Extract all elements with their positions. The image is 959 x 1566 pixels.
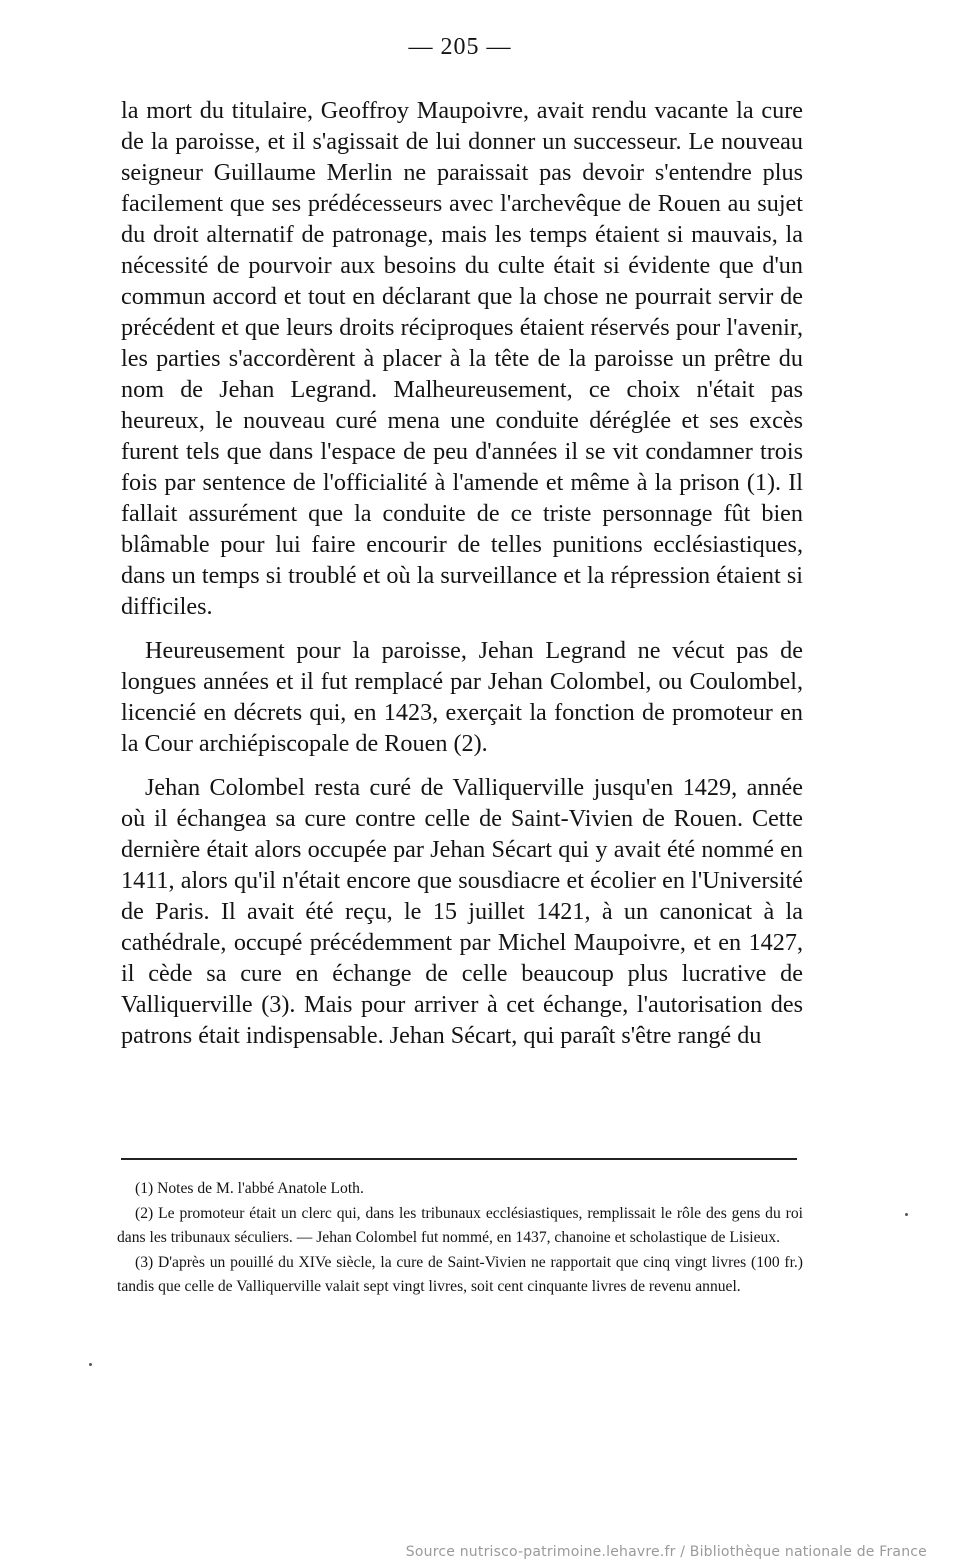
footnote-3: (3) D'après un pouillé du XIVe siècle, la cure de Saint-Vivien ne rapportait que cinq vingt livres (100 fr.) tandis que celle de Valliquerville valait sept vingt livres, soit cent cinquante livres de revenu annuel. bbox=[117, 1254, 803, 1295]
footnote-separator bbox=[121, 1158, 797, 1160]
source-attribution: Source nutrisco-patrimoine.lehavre.fr / Bibliothèque nationale de France bbox=[405, 1544, 927, 1560]
paragraph-2: Heureusement pour la paroisse, Jehan Legrand ne vécut pas de longues années et il fut remplacé par Jehan Colombel, ou Coulombel, licencié en décrets qui, en 1423, exerçait la fonction de promoteur en la Cour archiépiscopale de Rouen (2). bbox=[121, 637, 803, 757]
paragraph-3: Jehan Colombel resta curé de Valliquerville jusqu'en 1429, année où il échangea sa cure contre celle de Saint-Vivien de Rouen. Cette dernière était alors occupée par Jehan Sécart qui y avait été nommé en 1411, alors qu'il n'était encore que sousdiacre et écolier en l'Université de Paris. Il avait été reçu, le 15 juillet 1421, à un canonicat à la cathédrale, occupé précédemment par Michel Maupoivre, et en 1427, il cède sa cure en échange de celle beaucoup plus lucrative de Valliquerville (3). Mais pour arriver à cet échange, l'autorisation des patrons était indispensable. Jehan Sécart, qui paraît s'être rangé du bbox=[121, 774, 803, 1049]
body-text bbox=[121, 95, 803, 1064]
footnote-2: (2) Le promoteur était un clerc qui, dans les tribunaux ecclésiastiques, remplissait le rôle des gens du roi dans les tribunaux séculiers. — Jehan Colombel fut nommé, en 1437, chanoine et scholastique de Lisieux. bbox=[117, 1205, 803, 1246]
page-number: — 205 — bbox=[408, 34, 512, 60]
paragraph-1: la mort du titulaire, Geoffroy Maupoivre, avait rendu vacante la cure de la paroisse, et il s'agissait de lui donner un successeur. Le nouveau seigneur Guillaume Merlin ne paraissait pas devoir s'entendre plus facilement que ses prédécesseurs avec l'archevêque de Rouen au sujet du droit alternatif de patronage, mais les temps étaient si mauvais, la nécessité de pourvoir aux besoins du culte était si évidente que d'un commun accord et tout en déclarant que la chose ne pourrait servir de précédent et que leurs droits réciproques étaient réservés pour l'avenir, les parties s'accordèrent à placer à la tête de la paroisse un prêtre du nom de Jehan Legrand. Malheureusement, ce choix n'était pas heureux, le nouveau curé mena une conduite déréglée et ses excès furent tels que dans l'espace de peu d'années il se vit condamner trois fois par sentence de l'officialité à l'amende et même à la prison (1). Il fallait assurément que la conduite de ce triste personnage fût bien blâmable pour lui faire encourir de telles punitions ecclésiastiques, dans un temps si troublé et où la surveillance et la répression étaient si difficiles. bbox=[121, 97, 803, 620]
footnote-1: (1) Notes de M. l'abbé Anatole Loth. bbox=[135, 1180, 364, 1197]
footnotes bbox=[117, 1177, 803, 1300]
scan-speck bbox=[89, 1363, 92, 1366]
scan-speck bbox=[905, 1213, 908, 1216]
